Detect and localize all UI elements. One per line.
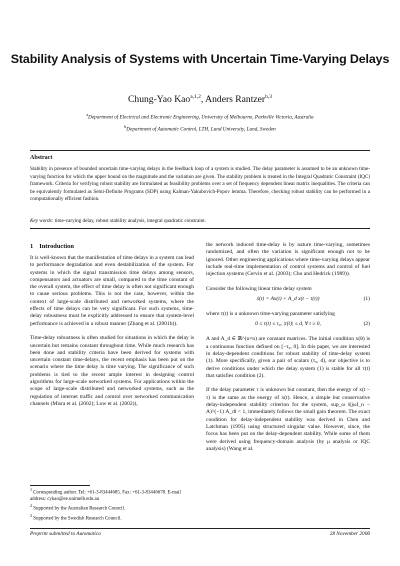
affiliation	[0, 124, 400, 133]
keywords-text: time-varying delay, robust stability analysis, integral quadratic constraint.	[54, 218, 206, 224]
keywords	[30, 218, 370, 224]
affiliation-text: Department of Automatic Control, LTH, Lund University, Lund, Sweden	[126, 126, 276, 133]
author-line	[0, 94, 400, 105]
abstract-top-rule	[30, 150, 370, 151]
footnote-text: Supported by the Swedish Research Council.	[33, 516, 122, 522]
right-column	[206, 242, 370, 453]
author-name: Chung-Yao Kao	[128, 94, 191, 106]
abstract-text: Stability in presence of bounded uncertain time-varying delays in the feedback loop of a system is studied. The delay parameter is assumed to be an unknown time-varying function for which the upper bound on the magnitude and the variation are given. The stability problem is treated in the Integral Quadratic Constraint (IQC) framework. Criteria for verifying robust stability are formulated as feasibility problems over a set of frequency dependent linear matrix inequalities. The criteria can be equivalently formulated as Semi-Definite Programs (SDP) using Kalman-Yakubovich-Popov lemma. Therefore, checking robust stability can be performed in a computationally efficient fashion.	[30, 166, 370, 203]
page-bottom-rule	[30, 528, 370, 529]
footnote	[30, 487, 194, 503]
footnote	[30, 503, 194, 513]
author-name: Anders Rantzer	[205, 94, 266, 106]
equation-number: (1)	[363, 296, 370, 303]
footnote-text: Supported by the Australian Research Council.	[33, 506, 126, 512]
equation-number: (2)	[363, 321, 370, 328]
footnote	[30, 513, 194, 523]
footnote-marker: 1	[30, 487, 33, 492]
section-heading	[30, 243, 74, 250]
paragraph: If the delay parameter τ is unknown but constant, then the energy of x(t − τ) is the same as the energy of x(t). Hence, a simple but conservative delay-independent stability criterion for the system, sup_ω ‖(jωI_n − A)^(−1) A_d‖ < 1, immediately follows the small gain theorem. The exact condition for delay-independent stability was derived in Chen and Latchman (1995) using structured singular value. However, since, the focus has been put on the delay-dependent stability. While some of them were derived using frequency-domain analysis (by μ analysis or IQC analysis) (Wang et al.	[206, 387, 370, 452]
footnote-text: Corresponding author. Tel: +61-3-83444685. Fax: +61-3-83446678. E-mail address: cykao@ee.unimelb.edu.au	[30, 490, 181, 502]
paragraph: the network induced time-delay is by nature time-varying, sometimes randomized, and often the variation is significant enough not to be ignored. Other engineering applications where time-varying delays appear include real-time implementation of control systems and control of fuel injection systems (Cervin et al. (2003); Cho and Hedrick (1989)).	[206, 242, 370, 278]
left-column	[30, 255, 194, 408]
abstract-heading: Abstract	[30, 155, 53, 161]
equation-2	[206, 321, 370, 330]
affiliation-marker: a	[86, 112, 89, 117]
keywords-label: Key words:	[30, 218, 54, 224]
paper-title: Stability Analysis of Systems with Uncertain Time-Varying Delays	[10, 52, 390, 66]
preprint-note: Preprint submitted to Automatica	[30, 531, 101, 537]
section-number: 1	[30, 243, 34, 250]
paragraph: A and A_d ∈ ℝ^(n×n) are constant matrices. The initial condition x(θ) is a continuous function defined on [−τ₀, 0]. In this paper, we are interested in delay-dependent conditions for robust stability of time-delay system (1). More specifically, given a pair of scalars (τ₀, d), our objective is to derive conditions under which the delay system (1) is stable for all τ(t) that satisfies condition (2).	[206, 336, 370, 379]
paragraph: Consider the following linear time delay system	[206, 285, 312, 292]
author-superscript: b,3	[265, 94, 272, 100]
footnote-marker: 2	[30, 503, 33, 509]
equation-expression: ẋ(t) = Ax(t) + A_d x(t − τ(t))	[256, 296, 320, 303]
footnote-rule	[30, 485, 90, 486]
paragraph: Time-delay robustness is often studied for situations in which the delay is uncertain but remains constant throughout time. While much research has been done and stability criteria have been derived for systems with uncertain constant time-delays, the recent emphasis has been put on the scenario where the time delay is time varying. The significance of such problems is tied to the recent ample interest in designing control algorithms for large-scale networked systems. For applications within the scope of large-scale distributed and networked systems, such as the regulation of internet traffic and control over networked communication channels (Misra et al. (2002); Low et al. (2002)),	[30, 335, 194, 407]
affiliation-text: Department of Electrical and Electronic Engineering, University of Melbourne, Parkville Victoria, Australia	[88, 114, 314, 121]
section-title: Introduction	[39, 243, 74, 250]
affiliation-marker: b	[124, 124, 127, 129]
author-superscript: a,1,2	[190, 94, 201, 100]
footnotes	[30, 487, 194, 523]
affiliation	[0, 112, 400, 121]
paragraph: It is well-known that the manifestation of time delays in a system can lead to performance degradation and even destabilization of the system. For systems in which the signal transmission time delays among sensors, compensators and actuators are small, compared to the time constant of the overall system, the effect of time delay is often not significant enough to cause serious problems. This is not the case, however, within the context of large-scale distributed and networked systems, where the effects of time delays can be very significant. For such systems, time-delay robustness must be explicitly addressed to ensure that system-level performance is achieved in a robust manner (Zhang et al. (2001b)).	[30, 255, 194, 327]
equation-1	[206, 296, 370, 305]
preprint-date: 28 November 2006	[329, 531, 370, 537]
equation-expression: 0 ≤ τ(t) ≤ τ₀, |τ̇(t)| ≤ d, ∀ t ≥ 0,	[255, 321, 321, 328]
paragraph: where τ(t) is a unknown time-varying parameter satisfying	[206, 311, 335, 318]
author-separator: ,	[200, 94, 204, 106]
footnote-marker: 3	[30, 512, 33, 518]
abstract-bottom-rule	[30, 228, 370, 229]
